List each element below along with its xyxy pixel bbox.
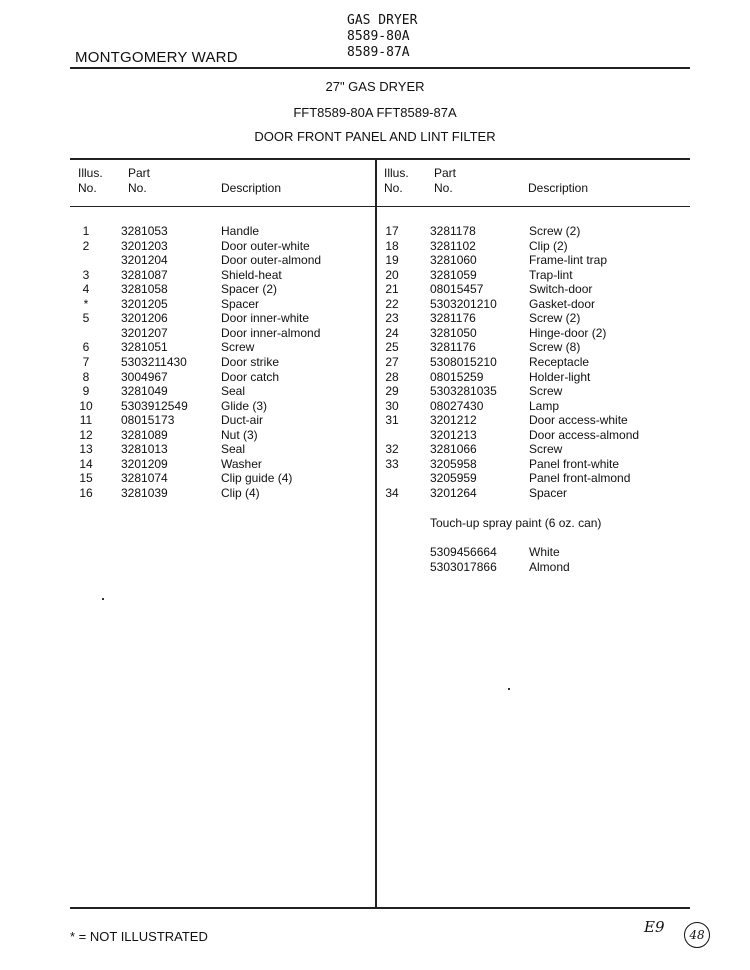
illus-number: 29	[385, 384, 399, 399]
part-number: 3201206	[121, 311, 168, 326]
table-row	[0, 297, 750, 312]
brand-name: MONTGOMERY WARD	[75, 49, 238, 66]
table-row	[0, 471, 750, 486]
illus-number: 23	[385, 311, 399, 326]
header-rule	[70, 67, 690, 69]
part-description: Switch-door	[529, 282, 593, 297]
illus-number: 6	[82, 340, 90, 355]
table-row	[0, 239, 750, 254]
illus-number: 17	[385, 224, 399, 238]
illus-number: 14	[79, 456, 93, 471]
part-description: White	[529, 545, 560, 559]
page-title-section: DOOR FRONT PANEL AND LINT FILTER	[254, 129, 496, 144]
part-description: Door inner-white	[221, 311, 310, 326]
part-description: Gasket-door	[529, 296, 596, 311]
part-number: 3281049	[121, 384, 168, 399]
part-description: Nut (3)	[221, 427, 258, 442]
illus-number: 11	[79, 413, 93, 428]
part-number: 3201213	[430, 427, 477, 442]
illus-number: 8	[82, 369, 90, 384]
part-number: 3205958	[430, 456, 477, 471]
part-description: Screw (8)	[529, 340, 581, 355]
part-number: 3281176	[430, 340, 476, 355]
part-description: Glide (3)	[221, 398, 268, 413]
part-number: 3281074	[121, 471, 168, 486]
part-description: Panel front-white	[529, 456, 620, 471]
part-description: Duct-air	[221, 413, 264, 428]
part-description: Door access-white	[529, 413, 628, 428]
part-description: Trap-lint	[529, 267, 573, 282]
illus-number: 34	[385, 485, 399, 500]
part-description: Handle	[221, 224, 260, 238]
part-number: 5303017866	[430, 559, 497, 574]
illus-number: 13	[79, 442, 93, 457]
part-description: Screw	[529, 384, 563, 399]
illus-number: 4	[82, 282, 90, 297]
illus-number: 10	[79, 398, 93, 413]
part-description: Seal	[221, 442, 246, 457]
part-description: Spacer (2)	[221, 282, 278, 297]
illus-number: 9	[82, 384, 90, 399]
part-description: Shield-heat	[221, 267, 282, 282]
part-number: 5308015210	[430, 354, 497, 369]
part-description: Door access-almond	[529, 427, 640, 442]
part-description: Holder-light	[529, 369, 591, 384]
part-description: Clip guide (4)	[221, 471, 293, 486]
page-title-product: 27" GAS DRYER	[325, 79, 425, 94]
model-line-1: GAS DRYER	[347, 13, 418, 28]
illus-number: 3	[82, 267, 90, 282]
part-description: Lamp	[529, 398, 560, 413]
col-header-illus-left: Illus. No.	[78, 166, 103, 195]
part-number: 3281051	[121, 340, 168, 355]
part-description: Door catch	[221, 369, 280, 384]
scan-speck	[508, 688, 510, 690]
page-mark: E9	[644, 918, 665, 936]
part-description: Screw	[529, 442, 563, 457]
part-number: 3205959	[430, 471, 477, 486]
part-description: Screw (2)	[529, 224, 581, 238]
part-number: 3201207	[121, 325, 168, 340]
part-number: 3004967	[121, 369, 168, 384]
table-top-rule	[70, 158, 690, 160]
part-number: 3281178	[430, 224, 476, 238]
part-description: Almond	[529, 559, 570, 574]
table-row	[0, 399, 750, 414]
illus-number: 27	[385, 354, 399, 369]
part-number: 5303211430	[121, 354, 187, 369]
not-illustrated-note: * = NOT ILLUSTRATED	[70, 929, 208, 944]
table-row	[0, 370, 750, 385]
illus-number: 22	[385, 296, 399, 311]
part-number: 3201264	[430, 485, 477, 500]
illus-number: 19	[385, 253, 399, 268]
table-bottom-rule	[70, 907, 690, 909]
part-number: 3281066	[430, 442, 477, 457]
illus-number: 1	[82, 224, 90, 238]
part-description: Panel front-almond	[529, 471, 631, 486]
illus-number: 15	[79, 471, 93, 486]
part-number: 5309456664	[430, 545, 497, 559]
illus-number: 5	[82, 311, 90, 326]
illus-number: 18	[385, 238, 399, 253]
table-row	[0, 384, 750, 399]
illus-number: 12	[79, 427, 93, 442]
part-number: 3281089	[121, 427, 168, 442]
part-number: 3281053	[121, 224, 168, 238]
part-description: Door outer-almond	[221, 253, 322, 268]
illus-number: 28	[385, 369, 399, 384]
part-number: 3201203	[121, 238, 168, 253]
col-header-description-right: Description	[528, 181, 589, 195]
part-number: 5303281035	[430, 384, 497, 399]
illus-number: 2	[82, 238, 90, 253]
scan-speck	[102, 598, 104, 600]
table-row	[0, 355, 750, 370]
part-number: 5303912549	[121, 398, 188, 413]
table-row	[0, 428, 750, 443]
model-line-2: 8589-80A	[347, 29, 410, 44]
part-number: 3281087	[121, 267, 168, 282]
table-row	[0, 253, 750, 268]
part-number: 3281058	[121, 282, 168, 297]
table-row	[0, 311, 750, 326]
table-row	[0, 340, 750, 355]
part-number: 3281039	[121, 485, 168, 500]
part-number: 08015457	[430, 282, 484, 297]
part-description: Clip (2)	[529, 238, 568, 253]
model-line-3: 8589-87A	[347, 45, 410, 60]
part-number: 3281013	[121, 442, 168, 457]
part-description: Spacer	[221, 296, 260, 311]
table-header-rule	[70, 206, 690, 207]
part-number: 3201209	[121, 456, 168, 471]
table-row	[0, 545, 750, 560]
part-description: Hinge-door (2)	[529, 325, 607, 340]
part-number: 3281176	[430, 311, 476, 326]
part-description: Clip (4)	[221, 485, 260, 500]
table-row	[0, 224, 750, 239]
circled-page-number: 48	[684, 922, 710, 948]
part-number: 3281060	[430, 253, 477, 268]
illus-number: *	[83, 296, 89, 311]
part-number: 3201204	[121, 253, 168, 268]
part-number: 3201205	[121, 296, 168, 311]
table-row	[0, 457, 750, 472]
part-number: 3201212	[430, 413, 477, 428]
part-description: Door outer-white	[221, 238, 310, 253]
col-header-illus-right: Illus. No.	[384, 166, 409, 195]
table-row	[0, 413, 750, 428]
illus-number: 20	[385, 267, 399, 282]
illus-number: 16	[79, 485, 93, 500]
table-row	[0, 268, 750, 283]
part-description: Spacer	[529, 485, 568, 500]
part-description: Screw	[221, 340, 255, 355]
illus-number: 33	[385, 456, 399, 471]
part-description: Frame-lint trap	[529, 253, 608, 268]
part-description: Seal	[221, 384, 246, 399]
illus-number: 32	[385, 442, 399, 457]
illus-number: 31	[385, 413, 399, 428]
part-description: Door inner-almond	[221, 325, 321, 340]
col-header-part-right: Part No.	[434, 166, 457, 195]
table-row	[0, 560, 750, 575]
illus-number: 25	[385, 340, 399, 355]
table-row	[0, 282, 750, 297]
illus-number: 24	[385, 325, 399, 340]
part-number: 08015259	[430, 369, 484, 384]
part-description: Washer	[221, 456, 262, 471]
illus-number: 7	[82, 354, 90, 369]
part-description: Screw (2)	[529, 311, 581, 326]
part-description: Receptacle	[529, 354, 590, 369]
part-number: 08027430	[430, 398, 484, 413]
part-description: Door strike	[221, 354, 280, 369]
col-header-part-left: Part No.	[128, 166, 151, 195]
page-title-models: FFT8589-80A FFT8589-87A	[293, 105, 457, 120]
table-row	[0, 326, 750, 341]
part-number: 08015173	[121, 413, 175, 428]
col-header-description-left: Description	[221, 181, 282, 195]
part-number: 3281102	[430, 238, 476, 253]
part-number: 3281050	[430, 325, 477, 340]
illus-number: 21	[385, 282, 399, 297]
table-row	[0, 486, 750, 501]
part-number: 3281059	[430, 267, 477, 282]
part-number: 5303201210	[430, 296, 497, 311]
illus-number: 30	[385, 398, 399, 413]
touchup-heading: Touch-up spray paint (6 oz. can)	[430, 516, 602, 530]
table-row	[0, 442, 750, 457]
